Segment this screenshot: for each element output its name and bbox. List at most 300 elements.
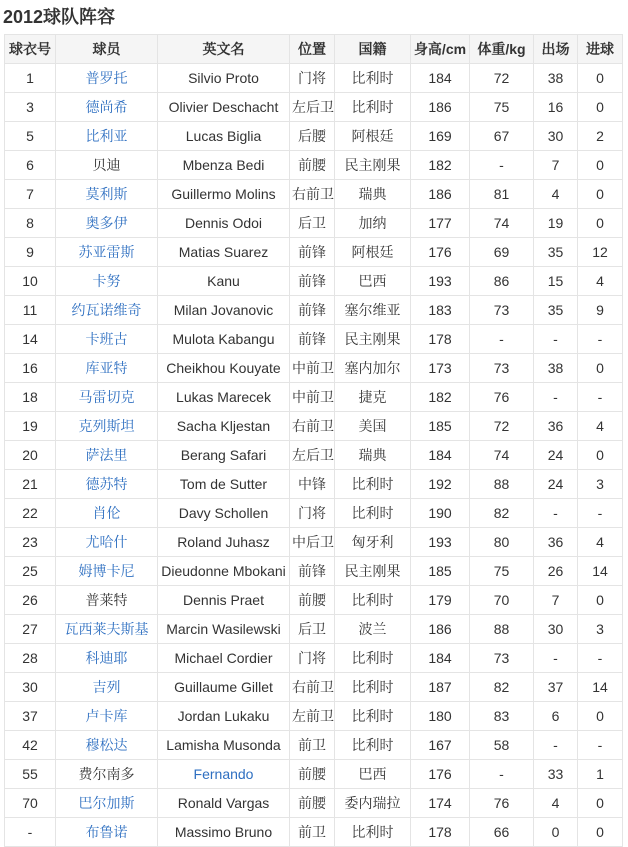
player-name-link[interactable]: 科迪耶 bbox=[85, 650, 128, 666]
player-name-cell bbox=[56, 731, 158, 760]
page-title: 2012球队阵容 bbox=[3, 7, 116, 27]
height-cell: 178 bbox=[411, 818, 470, 847]
nationality-cell: 比利时 bbox=[335, 586, 411, 615]
player-name-cell: 费尔南多 bbox=[56, 760, 158, 789]
english-name-cell: Guillaume Gillet bbox=[158, 673, 290, 702]
player-name-link[interactable]: 克列斯坦 bbox=[78, 418, 135, 434]
player-name-link[interactable]: 瓦西莱夫斯基 bbox=[64, 621, 149, 637]
english-name-cell bbox=[158, 760, 290, 789]
goals-cell: 12 bbox=[578, 238, 623, 267]
table-row bbox=[5, 673, 623, 702]
appearances-cell: 24 bbox=[534, 470, 578, 499]
height-cell: 186 bbox=[411, 180, 470, 209]
position-cell: 前卫 bbox=[290, 731, 335, 760]
position-cell: 前锋 bbox=[290, 557, 335, 586]
nationality-cell: 瑞典 bbox=[335, 180, 411, 209]
goals-cell: 4 bbox=[578, 412, 623, 441]
height-cell: 176 bbox=[411, 760, 470, 789]
nationality-cell: 比利时 bbox=[335, 470, 411, 499]
english-name-cell: Dennis Praet bbox=[158, 586, 290, 615]
table-row bbox=[5, 209, 623, 238]
height-cell: 178 bbox=[411, 325, 470, 354]
goals-cell: - bbox=[578, 499, 623, 528]
nationality-cell: 比利时 bbox=[335, 64, 411, 93]
position-cell: 右前卫 bbox=[290, 673, 335, 702]
goals-cell: 0 bbox=[578, 354, 623, 383]
english-name-cell: Dennis Odoi bbox=[158, 209, 290, 238]
player-name-cell bbox=[56, 209, 158, 238]
table-row bbox=[5, 383, 623, 412]
weight-cell: 73 bbox=[470, 354, 534, 383]
player-name-link[interactable]: 普罗托 bbox=[85, 70, 128, 86]
jersey-number-cell: - bbox=[5, 818, 56, 847]
appearances-cell: - bbox=[534, 499, 578, 528]
nationality-cell: 委内瑞拉 bbox=[335, 789, 411, 818]
english-name-cell: Massimo Bruno bbox=[158, 818, 290, 847]
goals-cell: 0 bbox=[578, 93, 623, 122]
weight-cell: 76 bbox=[470, 789, 534, 818]
goals-cell: 2 bbox=[578, 122, 623, 151]
english-name-cell: Michael Cordier bbox=[158, 644, 290, 673]
appearances-cell: 16 bbox=[534, 93, 578, 122]
roster-table-body bbox=[5, 64, 623, 847]
appearances-cell: - bbox=[534, 383, 578, 412]
weight-cell: 70 bbox=[470, 586, 534, 615]
height-cell: 173 bbox=[411, 354, 470, 383]
nationality-cell: 塞内加尔 bbox=[335, 354, 411, 383]
goals-cell: 0 bbox=[578, 586, 623, 615]
player-name-cell bbox=[56, 325, 158, 354]
nationality-cell: 阿根廷 bbox=[335, 238, 411, 267]
appearances-cell: 19 bbox=[534, 209, 578, 238]
player-name-link[interactable]: 卡努 bbox=[92, 273, 121, 289]
english-name-link[interactable]: Fernando bbox=[193, 766, 254, 782]
player-name-cell bbox=[56, 644, 158, 673]
jersey-number-cell: 27 bbox=[5, 615, 56, 644]
jersey-number-cell: 21 bbox=[5, 470, 56, 499]
jersey-number-cell: 11 bbox=[5, 296, 56, 325]
height-cell: 176 bbox=[411, 238, 470, 267]
english-name-cell: Matias Suarez bbox=[158, 238, 290, 267]
column-header-2: 球员 bbox=[56, 35, 158, 64]
jersey-number-cell: 70 bbox=[5, 789, 56, 818]
height-cell: 180 bbox=[411, 702, 470, 731]
nationality-cell: 民主刚果 bbox=[335, 151, 411, 180]
nationality-cell: 塞尔维亚 bbox=[335, 296, 411, 325]
table-row bbox=[5, 818, 623, 847]
player-name-cell bbox=[56, 499, 158, 528]
goals-cell: 4 bbox=[578, 267, 623, 296]
height-cell: 182 bbox=[411, 383, 470, 412]
position-cell: 中锋 bbox=[290, 470, 335, 499]
appearances-cell: 36 bbox=[534, 412, 578, 441]
english-name-cell: Dieudonne Mbokani bbox=[158, 557, 290, 586]
jersey-number-cell: 18 bbox=[5, 383, 56, 412]
weight-cell: 66 bbox=[470, 818, 534, 847]
height-cell: 186 bbox=[411, 615, 470, 644]
column-header-4: 位置 bbox=[290, 35, 335, 64]
english-name-cell: Marcin Wasilewski bbox=[158, 615, 290, 644]
player-name-link[interactable]: 比利亚 bbox=[85, 128, 128, 144]
table-row bbox=[5, 760, 623, 789]
table-row bbox=[5, 267, 623, 296]
weight-cell: 73 bbox=[470, 296, 534, 325]
weight-cell: 76 bbox=[470, 383, 534, 412]
table-row bbox=[5, 644, 623, 673]
player-name-cell bbox=[56, 383, 158, 412]
goals-cell: 14 bbox=[578, 673, 623, 702]
position-cell: 门将 bbox=[290, 64, 335, 93]
nationality-cell: 巴西 bbox=[335, 760, 411, 789]
appearances-cell: 35 bbox=[534, 238, 578, 267]
weight-cell: 75 bbox=[470, 93, 534, 122]
table-row bbox=[5, 470, 623, 499]
table-row bbox=[5, 441, 623, 470]
weight-cell: 58 bbox=[470, 731, 534, 760]
appearances-cell: 26 bbox=[534, 557, 578, 586]
jersey-number-cell: 42 bbox=[5, 731, 56, 760]
weight-cell: 80 bbox=[470, 528, 534, 557]
nationality-cell: 阿根廷 bbox=[335, 122, 411, 151]
english-name-cell: Cheikhou Kouyate bbox=[158, 354, 290, 383]
position-cell: 前腰 bbox=[290, 760, 335, 789]
header-row bbox=[5, 35, 623, 64]
goals-cell: 3 bbox=[578, 470, 623, 499]
position-cell: 后卫 bbox=[290, 615, 335, 644]
column-header-3: 英文名 bbox=[158, 35, 290, 64]
position-cell: 右前卫 bbox=[290, 412, 335, 441]
english-name-cell: Guillermo Molins bbox=[158, 180, 290, 209]
goals-cell: 0 bbox=[578, 151, 623, 180]
height-cell: 177 bbox=[411, 209, 470, 238]
nationality-cell: 比利时 bbox=[335, 499, 411, 528]
goals-cell: 0 bbox=[578, 64, 623, 93]
player-name-link[interactable]: 苏亚雷斯 bbox=[78, 244, 135, 260]
player-name-cell bbox=[56, 528, 158, 557]
position-cell: 前腰 bbox=[290, 151, 335, 180]
nationality-cell: 比利时 bbox=[335, 644, 411, 673]
english-name-cell: Kanu bbox=[158, 267, 290, 296]
appearances-cell: 7 bbox=[534, 586, 578, 615]
player-name-cell bbox=[56, 93, 158, 122]
player-name-link[interactable]: 肖伦 bbox=[92, 505, 121, 521]
english-name-cell: Mulota Kabangu bbox=[158, 325, 290, 354]
goals-cell: 0 bbox=[578, 209, 623, 238]
height-cell: 184 bbox=[411, 64, 470, 93]
appearances-cell: 24 bbox=[534, 441, 578, 470]
goals-cell: 4 bbox=[578, 528, 623, 557]
position-cell: 前腰 bbox=[290, 586, 335, 615]
english-name-cell: Tom de Sutter bbox=[158, 470, 290, 499]
english-name-cell: Berang Safari bbox=[158, 441, 290, 470]
position-cell: 右前卫 bbox=[290, 180, 335, 209]
table-row bbox=[5, 586, 623, 615]
player-name-link[interactable]: 姆博卡尼 bbox=[78, 563, 135, 579]
height-cell: 185 bbox=[411, 412, 470, 441]
weight-cell: 73 bbox=[470, 644, 534, 673]
player-name-cell: 普莱特 bbox=[56, 586, 158, 615]
weight-cell: 81 bbox=[470, 180, 534, 209]
table-row bbox=[5, 789, 623, 818]
jersey-number-cell: 28 bbox=[5, 644, 56, 673]
english-name-cell: Milan Jovanovic bbox=[158, 296, 290, 325]
height-cell: 193 bbox=[411, 267, 470, 296]
player-name-link[interactable]: 库亚特 bbox=[85, 360, 128, 376]
player-name-cell bbox=[56, 702, 158, 731]
weight-cell: - bbox=[470, 151, 534, 180]
goals-cell: 3 bbox=[578, 615, 623, 644]
weight-cell: 67 bbox=[470, 122, 534, 151]
jersey-number-cell: 26 bbox=[5, 586, 56, 615]
player-name-cell bbox=[56, 64, 158, 93]
nationality-cell: 捷克 bbox=[335, 383, 411, 412]
player-name-cell bbox=[56, 557, 158, 586]
nationality-cell: 比利时 bbox=[335, 673, 411, 702]
english-name-cell: Lamisha Musonda bbox=[158, 731, 290, 760]
nationality-cell: 比利时 bbox=[335, 93, 411, 122]
height-cell: 186 bbox=[411, 93, 470, 122]
height-cell: 183 bbox=[411, 296, 470, 325]
player-name-cell bbox=[56, 180, 158, 209]
table-row bbox=[5, 731, 623, 760]
appearances-cell: 37 bbox=[534, 673, 578, 702]
player-name-link[interactable]: 德尚希 bbox=[85, 99, 128, 115]
player-name-link[interactable]: 巴尔加斯 bbox=[78, 795, 135, 811]
weight-cell: 82 bbox=[470, 499, 534, 528]
position-cell: 中前卫 bbox=[290, 383, 335, 412]
nationality-cell: 民主刚果 bbox=[335, 325, 411, 354]
position-cell: 中前卫 bbox=[290, 354, 335, 383]
weight-cell: 88 bbox=[470, 470, 534, 499]
player-name-cell bbox=[56, 296, 158, 325]
player-name-link[interactable]: 穆松达 bbox=[85, 737, 128, 753]
position-cell: 前锋 bbox=[290, 325, 335, 354]
player-name-link[interactable]: 布鲁诺 bbox=[85, 824, 128, 840]
english-name-cell: Roland Juhasz bbox=[158, 528, 290, 557]
appearances-cell: - bbox=[534, 731, 578, 760]
jersey-number-cell: 19 bbox=[5, 412, 56, 441]
position-cell: 前腰 bbox=[290, 789, 335, 818]
weight-cell: 74 bbox=[470, 209, 534, 238]
english-name-cell: Lucas Biglia bbox=[158, 122, 290, 151]
jersey-number-cell: 16 bbox=[5, 354, 56, 383]
appearances-cell: 6 bbox=[534, 702, 578, 731]
nationality-cell: 巴西 bbox=[335, 267, 411, 296]
english-name-cell: Ronald Vargas bbox=[158, 789, 290, 818]
nationality-cell: 比利时 bbox=[335, 818, 411, 847]
appearances-cell: 33 bbox=[534, 760, 578, 789]
table-row bbox=[5, 325, 623, 354]
jersey-number-cell: 22 bbox=[5, 499, 56, 528]
nationality-cell: 匈牙利 bbox=[335, 528, 411, 557]
weight-cell: 83 bbox=[470, 702, 534, 731]
goals-cell: 0 bbox=[578, 702, 623, 731]
nationality-cell: 加纳 bbox=[335, 209, 411, 238]
appearances-cell: 30 bbox=[534, 615, 578, 644]
jersey-number-cell: 20 bbox=[5, 441, 56, 470]
column-header-7: 体重/kg bbox=[470, 35, 534, 64]
jersey-number-cell: 14 bbox=[5, 325, 56, 354]
position-cell: 后卫 bbox=[290, 209, 335, 238]
table-row bbox=[5, 615, 623, 644]
player-name-cell bbox=[56, 412, 158, 441]
appearances-cell: 4 bbox=[534, 789, 578, 818]
column-header-5: 国籍 bbox=[335, 35, 411, 64]
jersey-number-cell: 5 bbox=[5, 122, 56, 151]
goals-cell: 0 bbox=[578, 818, 623, 847]
appearances-cell: 15 bbox=[534, 267, 578, 296]
position-cell: 门将 bbox=[290, 644, 335, 673]
player-name-cell bbox=[56, 789, 158, 818]
goals-cell: - bbox=[578, 325, 623, 354]
english-name-cell: Olivier Deschacht bbox=[158, 93, 290, 122]
player-name-link[interactable]: 约瓦诺维奇 bbox=[71, 302, 142, 318]
table-row bbox=[5, 122, 623, 151]
position-cell: 前锋 bbox=[290, 267, 335, 296]
weight-cell: 82 bbox=[470, 673, 534, 702]
player-name-cell: 贝迪 bbox=[56, 151, 158, 180]
english-name-cell: Lukas Marecek bbox=[158, 383, 290, 412]
table-row bbox=[5, 354, 623, 383]
position-cell: 后腰 bbox=[290, 122, 335, 151]
appearances-cell: 35 bbox=[534, 296, 578, 325]
nationality-cell: 比利时 bbox=[335, 702, 411, 731]
player-name-link[interactable]: 尤哈什 bbox=[85, 534, 128, 550]
appearances-cell: 38 bbox=[534, 354, 578, 383]
appearances-cell: 4 bbox=[534, 180, 578, 209]
weight-cell: 74 bbox=[470, 441, 534, 470]
weight-cell: 88 bbox=[470, 615, 534, 644]
goals-cell: - bbox=[578, 383, 623, 412]
height-cell: 182 bbox=[411, 151, 470, 180]
table-row bbox=[5, 296, 623, 325]
weight-cell: - bbox=[470, 325, 534, 354]
position-cell: 中后卫 bbox=[290, 528, 335, 557]
position-cell: 前锋 bbox=[290, 238, 335, 267]
column-header-9: 进球 bbox=[578, 35, 623, 64]
player-name-cell bbox=[56, 615, 158, 644]
jersey-number-cell: 30 bbox=[5, 673, 56, 702]
height-cell: 193 bbox=[411, 528, 470, 557]
player-name-cell bbox=[56, 673, 158, 702]
jersey-number-cell: 6 bbox=[5, 151, 56, 180]
position-cell: 左前卫 bbox=[290, 702, 335, 731]
player-name-cell bbox=[56, 441, 158, 470]
appearances-cell: 30 bbox=[534, 122, 578, 151]
nationality-cell: 民主刚果 bbox=[335, 557, 411, 586]
nationality-cell: 波兰 bbox=[335, 615, 411, 644]
goals-cell: 9 bbox=[578, 296, 623, 325]
player-name-link[interactable]: 萨法里 bbox=[85, 447, 128, 463]
player-name-link[interactable]: 卡班古 bbox=[85, 331, 128, 347]
table-row bbox=[5, 528, 623, 557]
table-row bbox=[5, 499, 623, 528]
goals-cell: 14 bbox=[578, 557, 623, 586]
jersey-number-cell: 7 bbox=[5, 180, 56, 209]
appearances-cell: 7 bbox=[534, 151, 578, 180]
player-name-cell bbox=[56, 470, 158, 499]
height-cell: 167 bbox=[411, 731, 470, 760]
jersey-number-cell: 37 bbox=[5, 702, 56, 731]
column-header-8: 出场 bbox=[534, 35, 578, 64]
table-row bbox=[5, 557, 623, 586]
column-header-6: 身高/cm bbox=[411, 35, 470, 64]
height-cell: 187 bbox=[411, 673, 470, 702]
player-name-cell bbox=[56, 238, 158, 267]
position-cell: 前卫 bbox=[290, 818, 335, 847]
appearances-cell: 38 bbox=[534, 64, 578, 93]
height-cell: 174 bbox=[411, 789, 470, 818]
jersey-number-cell: 1 bbox=[5, 64, 56, 93]
height-cell: 179 bbox=[411, 586, 470, 615]
table-row bbox=[5, 238, 623, 267]
appearances-cell: - bbox=[534, 325, 578, 354]
height-cell: 169 bbox=[411, 122, 470, 151]
player-name-link[interactable]: 卢卡库 bbox=[85, 708, 128, 724]
goals-cell: - bbox=[578, 731, 623, 760]
player-name-cell bbox=[56, 122, 158, 151]
nationality-cell: 美国 bbox=[335, 412, 411, 441]
player-name-link[interactable]: 莫利斯 bbox=[85, 186, 128, 202]
roster-table bbox=[4, 34, 623, 847]
english-name-cell: Sacha Kljestan bbox=[158, 412, 290, 441]
table-row bbox=[5, 93, 623, 122]
table-row bbox=[5, 702, 623, 731]
weight-cell: 72 bbox=[470, 412, 534, 441]
appearances-cell: - bbox=[534, 644, 578, 673]
table-row bbox=[5, 64, 623, 93]
height-cell: 192 bbox=[411, 470, 470, 499]
height-cell: 184 bbox=[411, 441, 470, 470]
goals-cell: 1 bbox=[578, 760, 623, 789]
position-cell: 左后卫 bbox=[290, 93, 335, 122]
weight-cell: 72 bbox=[470, 64, 534, 93]
height-cell: 185 bbox=[411, 557, 470, 586]
jersey-number-cell: 55 bbox=[5, 760, 56, 789]
jersey-number-cell: 3 bbox=[5, 93, 56, 122]
english-name-cell: Silvio Proto bbox=[158, 64, 290, 93]
jersey-number-cell: 9 bbox=[5, 238, 56, 267]
english-name-cell: Mbenza Bedi bbox=[158, 151, 290, 180]
nationality-cell: 瑞典 bbox=[335, 441, 411, 470]
player-name-cell bbox=[56, 818, 158, 847]
player-name-link[interactable]: 吉列 bbox=[92, 679, 121, 695]
weight-cell: 75 bbox=[470, 557, 534, 586]
goals-cell: - bbox=[578, 644, 623, 673]
player-name-link[interactable]: 奥多伊 bbox=[85, 215, 128, 231]
goals-cell: 0 bbox=[578, 789, 623, 818]
jersey-number-cell: 8 bbox=[5, 209, 56, 238]
table-row bbox=[5, 180, 623, 209]
weight-cell: - bbox=[470, 760, 534, 789]
player-name-cell bbox=[56, 267, 158, 296]
nationality-cell: 比利时 bbox=[335, 731, 411, 760]
appearances-cell: 0 bbox=[534, 818, 578, 847]
goals-cell: 0 bbox=[578, 441, 623, 470]
position-cell: 前锋 bbox=[290, 296, 335, 325]
height-cell: 184 bbox=[411, 644, 470, 673]
table-row bbox=[5, 412, 623, 441]
weight-cell: 86 bbox=[470, 267, 534, 296]
player-name-link[interactable]: 德苏特 bbox=[85, 476, 128, 492]
goals-cell: 0 bbox=[578, 180, 623, 209]
player-name-link[interactable]: 马雷切克 bbox=[78, 389, 135, 405]
position-cell: 左后卫 bbox=[290, 441, 335, 470]
player-name-cell bbox=[56, 354, 158, 383]
english-name-cell: Davy Schollen bbox=[158, 499, 290, 528]
column-header-1: 球衣号 bbox=[5, 35, 56, 64]
jersey-number-cell: 10 bbox=[5, 267, 56, 296]
